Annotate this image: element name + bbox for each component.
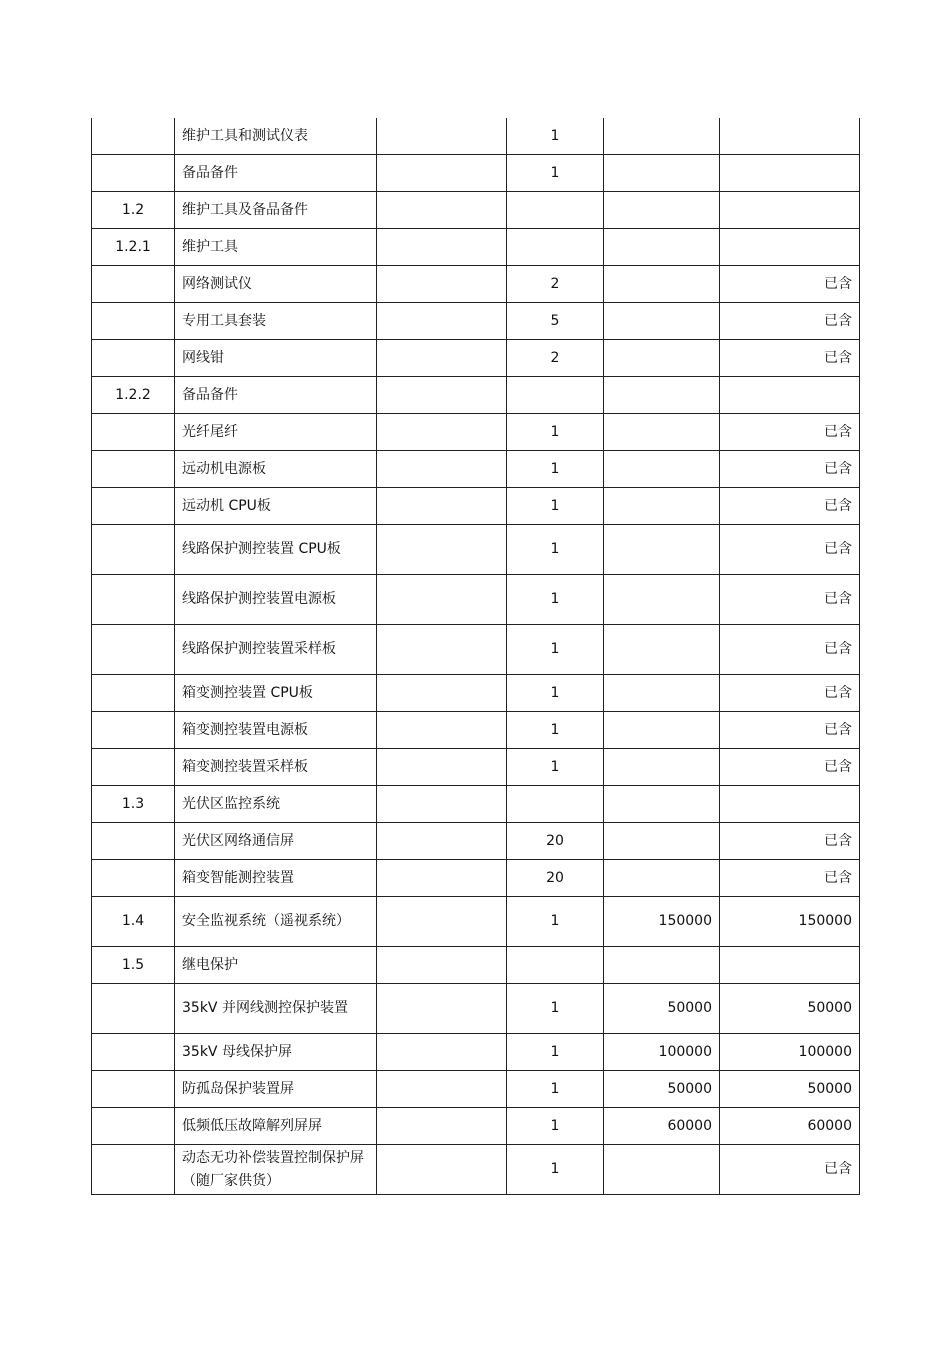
quantity-cell <box>507 155 604 192</box>
table-row <box>92 525 860 575</box>
quantity-text: 20 <box>546 832 564 849</box>
item-number-cell <box>92 525 175 575</box>
item-name-cell <box>175 823 377 860</box>
unit-price-cell <box>604 1034 720 1071</box>
quantity-text: 2 <box>550 349 560 366</box>
unit-price-cell <box>604 192 720 229</box>
table-row <box>92 947 860 984</box>
quantity-cell <box>507 947 604 984</box>
unit-cell <box>377 675 507 712</box>
item-name-text: 防孤岛保护装置屏 <box>182 1080 294 1097</box>
total-price-text: 已含 <box>824 869 852 886</box>
unit-price-text: 50000 <box>667 1000 712 1016</box>
item-name-cell <box>175 749 377 786</box>
table-row <box>92 1034 860 1071</box>
total-price-text: 已含 <box>824 684 852 701</box>
total-price-cell <box>720 947 860 984</box>
quantity-text: 1 <box>550 1080 560 1097</box>
total-price-text: 60000 <box>807 1117 852 1134</box>
item-number-cell <box>92 1108 175 1145</box>
unit-price-cell <box>604 155 720 192</box>
item-name-cell <box>175 1108 377 1145</box>
item-number-cell <box>92 377 175 414</box>
unit-price-cell <box>604 625 720 675</box>
total-price-cell <box>720 525 860 575</box>
item-name-text: 维护工具 <box>182 238 238 255</box>
item-number-cell <box>92 488 175 525</box>
quantity-cell <box>507 118 604 155</box>
table-row <box>92 414 860 451</box>
total-price-text: 已含 <box>824 832 852 849</box>
quantity-cell <box>507 488 604 525</box>
total-price-cell <box>720 860 860 897</box>
item-name-text: 光伏区监控系统 <box>182 795 280 812</box>
quantity-cell <box>507 860 604 897</box>
quantity-cell <box>507 377 604 414</box>
quantity-cell <box>507 525 604 575</box>
total-price-cell <box>720 377 860 414</box>
quantity-text: 1 <box>550 721 560 738</box>
total-price-text: 已含 <box>824 460 852 477</box>
total-price-cell <box>720 229 860 266</box>
unit-price-cell <box>604 488 720 525</box>
item-number-cell <box>92 675 175 712</box>
item-name-cell <box>175 303 377 340</box>
item-name-cell <box>175 155 377 192</box>
item-name-text: 安全监视系统（遥视系统） <box>182 913 350 929</box>
total-price-cell <box>720 823 860 860</box>
unit-price-text: 150000 <box>658 913 712 929</box>
item-number-cell <box>92 625 175 675</box>
item-name-text: 网线钳 <box>182 349 224 366</box>
quantity-cell <box>507 340 604 377</box>
total-price-cell <box>720 451 860 488</box>
item-name-cell <box>175 118 377 155</box>
quantity-cell <box>507 897 604 947</box>
item-number-cell <box>92 118 175 155</box>
unit-cell <box>377 625 507 675</box>
unit-price-cell <box>604 118 720 155</box>
total-price-text: 50000 <box>807 1000 852 1016</box>
table-row <box>92 575 860 625</box>
quantity-cell <box>507 1034 604 1071</box>
item-number-text: 1.2.2 <box>115 386 151 403</box>
total-price-text: 100000 <box>798 1043 852 1060</box>
unit-cell <box>377 1145 507 1195</box>
quantity-text: 1 <box>550 641 560 657</box>
table-row <box>92 675 860 712</box>
quantity-cell <box>507 786 604 823</box>
table-row <box>92 340 860 377</box>
table-row <box>92 451 860 488</box>
item-number-cell <box>92 1071 175 1108</box>
quantity-text: 1 <box>550 684 560 701</box>
table-row <box>92 488 860 525</box>
item-number-cell <box>92 229 175 266</box>
item-name-cell <box>175 266 377 303</box>
unit-cell <box>377 118 507 155</box>
item-name-cell <box>175 712 377 749</box>
item-number-text: 1.3 <box>121 795 145 812</box>
unit-price-cell <box>604 1071 720 1108</box>
unit-price-text: 100000 <box>658 1043 712 1060</box>
table-row <box>92 118 860 155</box>
unit-price-cell <box>604 414 720 451</box>
table-row <box>92 1071 860 1108</box>
total-price-text: 150000 <box>798 913 852 929</box>
quantity-text: 1 <box>550 913 560 929</box>
table-row <box>92 303 860 340</box>
item-number-cell <box>92 1145 175 1195</box>
unit-price-cell <box>604 303 720 340</box>
quantity-cell <box>507 1108 604 1145</box>
quantity-cell <box>507 451 604 488</box>
unit-price-cell <box>604 947 720 984</box>
quantity-text: 1 <box>550 497 560 514</box>
unit-price-cell <box>604 712 720 749</box>
table-row <box>92 229 860 266</box>
total-price-cell <box>720 675 860 712</box>
item-name-text: 35kV 母线保护屏 <box>182 1043 292 1060</box>
total-price-cell <box>720 155 860 192</box>
table-row <box>92 897 860 947</box>
unit-cell <box>377 414 507 451</box>
unit-cell <box>377 897 507 947</box>
unit-cell <box>377 229 507 266</box>
unit-cell <box>377 860 507 897</box>
total-price-cell <box>720 1034 860 1071</box>
total-price-text: 已含 <box>824 349 852 366</box>
item-name-cell <box>175 377 377 414</box>
item-number-cell <box>92 192 175 229</box>
unit-price-cell <box>604 377 720 414</box>
quantity-text: 20 <box>546 869 564 886</box>
total-price-text: 已含 <box>824 497 852 514</box>
table-row <box>92 712 860 749</box>
table-row <box>92 984 860 1034</box>
unit-cell <box>377 377 507 414</box>
total-price-text: 已含 <box>824 721 852 738</box>
quantity-text: 1 <box>550 541 560 557</box>
item-name-text: 维护工具及备品备件 <box>182 201 308 218</box>
unit-cell <box>377 823 507 860</box>
unit-price-cell <box>604 1108 720 1145</box>
item-name-text: 箱变智能测控装置 <box>182 869 294 886</box>
item-number-text: 1.2 <box>121 201 145 218</box>
item-name-cell <box>175 192 377 229</box>
unit-price-cell <box>604 749 720 786</box>
unit-price-cell <box>604 575 720 625</box>
item-number-cell <box>92 712 175 749</box>
table-row <box>92 266 860 303</box>
table-row <box>92 1145 860 1195</box>
item-number-cell <box>92 414 175 451</box>
total-price-cell <box>720 786 860 823</box>
unit-cell <box>377 575 507 625</box>
quantity-text: 1 <box>550 423 560 440</box>
total-price-cell <box>720 488 860 525</box>
quantity-cell <box>507 823 604 860</box>
quantity-text: 1 <box>550 1161 560 1177</box>
quantity-cell <box>507 229 604 266</box>
item-name-cell <box>175 786 377 823</box>
item-name-text: 远动机电源板 <box>182 460 266 477</box>
quantity-cell <box>507 749 604 786</box>
table-row <box>92 823 860 860</box>
unit-cell <box>377 192 507 229</box>
quantity-text: 1 <box>550 164 560 181</box>
item-name-text: 线路保护测控装置采样板 <box>182 641 336 657</box>
table-body <box>92 118 860 1195</box>
quantity-cell <box>507 1071 604 1108</box>
table-row <box>92 625 860 675</box>
item-name-text: 35kV 并网线测控保护装置 <box>182 1000 348 1016</box>
quantity-cell <box>507 303 604 340</box>
unit-price-cell <box>604 675 720 712</box>
unit-cell <box>377 488 507 525</box>
total-price-cell <box>720 749 860 786</box>
item-name-cell <box>175 340 377 377</box>
total-price-cell <box>720 303 860 340</box>
unit-cell <box>377 712 507 749</box>
unit-cell <box>377 984 507 1034</box>
quantity-cell <box>507 984 604 1034</box>
total-price-text: 已含 <box>824 1161 852 1177</box>
total-price-text: 50000 <box>807 1080 852 1097</box>
total-price-text: 已含 <box>824 641 852 657</box>
item-name-text: 线路保护测控装置电源板 <box>182 591 336 607</box>
total-price-cell <box>720 414 860 451</box>
item-name-text: 备品备件 <box>182 164 238 181</box>
item-number-cell <box>92 823 175 860</box>
unit-price-cell <box>604 786 720 823</box>
item-name-cell <box>175 860 377 897</box>
item-name-text: 光纤尾纤 <box>182 423 238 440</box>
item-number-cell <box>92 947 175 984</box>
unit-cell <box>377 1034 507 1071</box>
item-name-text: 动态无功补偿装置控制保护屏（随厂家供货） <box>182 1149 364 1189</box>
unit-cell <box>377 266 507 303</box>
unit-price-cell <box>604 340 720 377</box>
unit-cell <box>377 155 507 192</box>
quantity-cell <box>507 675 604 712</box>
item-name-text: 箱变测控装置 CPU板 <box>182 684 313 701</box>
item-name-text: 专用工具套装 <box>182 312 266 329</box>
total-price-text: 已含 <box>824 541 852 557</box>
unit-price-cell <box>604 229 720 266</box>
item-name-cell <box>175 414 377 451</box>
item-name-text: 箱变测控装置电源板 <box>182 721 308 738</box>
item-number-cell <box>92 340 175 377</box>
total-price-text: 已含 <box>824 758 852 775</box>
item-number-cell <box>92 1034 175 1071</box>
item-number-cell <box>92 155 175 192</box>
table-row <box>92 786 860 823</box>
quantity-text: 1 <box>550 1117 560 1134</box>
item-name-text: 备品备件 <box>182 386 238 403</box>
total-price-cell <box>720 897 860 947</box>
item-number-text: 1.2.1 <box>115 238 151 255</box>
table-row <box>92 1108 860 1145</box>
item-number-cell <box>92 266 175 303</box>
equipment-table <box>91 118 860 1195</box>
item-number-cell <box>92 897 175 947</box>
unit-price-cell <box>604 266 720 303</box>
total-price-cell <box>720 1071 860 1108</box>
unit-cell <box>377 786 507 823</box>
quantity-text: 2 <box>550 275 560 292</box>
item-name-cell <box>175 625 377 675</box>
item-name-text: 远动机 CPU板 <box>182 497 271 514</box>
total-price-cell <box>720 575 860 625</box>
item-name-cell <box>175 1071 377 1108</box>
item-name-cell <box>175 575 377 625</box>
item-name-text: 光伏区网络通信屏 <box>182 832 294 849</box>
unit-price-text: 50000 <box>667 1080 712 1097</box>
unit-cell <box>377 303 507 340</box>
total-price-cell <box>720 712 860 749</box>
item-name-cell <box>175 675 377 712</box>
item-name-text: 低频低压故障解列屏屏 <box>182 1117 322 1134</box>
total-price-cell <box>720 192 860 229</box>
quantity-cell <box>507 625 604 675</box>
item-name-cell <box>175 1034 377 1071</box>
table-row <box>92 192 860 229</box>
item-name-cell <box>175 488 377 525</box>
total-price-cell <box>720 118 860 155</box>
total-price-cell <box>720 1108 860 1145</box>
unit-cell <box>377 947 507 984</box>
total-price-cell <box>720 625 860 675</box>
unit-cell <box>377 451 507 488</box>
item-name-cell <box>175 451 377 488</box>
item-name-text: 网络测试仪 <box>182 275 252 292</box>
unit-price-text: 60000 <box>667 1117 712 1134</box>
item-name-text: 箱变测控装置采样板 <box>182 758 308 775</box>
quantity-text: 5 <box>550 312 560 329</box>
item-name-cell <box>175 984 377 1034</box>
quantity-cell <box>507 1145 604 1195</box>
table-row <box>92 377 860 414</box>
unit-price-cell <box>604 897 720 947</box>
item-name-text: 继电保护 <box>182 956 238 973</box>
total-price-cell <box>720 266 860 303</box>
item-number-text: 1.4 <box>121 913 145 929</box>
item-name-cell <box>175 897 377 947</box>
total-price-text: 已含 <box>824 312 852 329</box>
item-number-cell <box>92 749 175 786</box>
item-number-cell <box>92 786 175 823</box>
quantity-text: 1 <box>550 460 560 477</box>
total-price-text: 已含 <box>824 591 852 607</box>
unit-price-cell <box>604 823 720 860</box>
total-price-cell <box>720 1145 860 1195</box>
quantity-cell <box>507 266 604 303</box>
item-number-cell <box>92 984 175 1034</box>
item-name-cell <box>175 525 377 575</box>
item-number-cell <box>92 860 175 897</box>
item-number-cell <box>92 575 175 625</box>
table-row <box>92 860 860 897</box>
unit-price-cell <box>604 451 720 488</box>
item-name-cell <box>175 229 377 266</box>
quantity-text: 1 <box>550 591 560 607</box>
unit-price-cell <box>604 860 720 897</box>
item-name-cell <box>175 1145 377 1195</box>
quantity-cell <box>507 575 604 625</box>
total-price-text: 已含 <box>824 423 852 440</box>
item-name-cell <box>175 947 377 984</box>
unit-cell <box>377 340 507 377</box>
unit-cell <box>377 1071 507 1108</box>
unit-price-cell <box>604 984 720 1034</box>
quantity-cell <box>507 712 604 749</box>
quantity-cell <box>507 414 604 451</box>
quantity-text: 1 <box>550 758 560 775</box>
unit-cell <box>377 525 507 575</box>
quantity-text: 1 <box>550 1043 560 1060</box>
item-number-cell <box>92 451 175 488</box>
total-price-cell <box>720 340 860 377</box>
unit-price-cell <box>604 525 720 575</box>
item-name-text: 线路保护测控装置 CPU板 <box>182 541 341 557</box>
total-price-cell <box>720 984 860 1034</box>
item-number-cell <box>92 303 175 340</box>
item-number-text: 1.5 <box>121 956 145 973</box>
quantity-cell <box>507 192 604 229</box>
unit-price-cell <box>604 1145 720 1195</box>
quantity-text: 1 <box>550 1000 560 1016</box>
table-row <box>92 155 860 192</box>
unit-cell <box>377 1108 507 1145</box>
table-row <box>92 749 860 786</box>
item-name-text: 维护工具和测试仪表 <box>182 127 308 144</box>
unit-cell <box>377 749 507 786</box>
quantity-text: 1 <box>550 127 560 144</box>
total-price-text: 已含 <box>824 275 852 292</box>
